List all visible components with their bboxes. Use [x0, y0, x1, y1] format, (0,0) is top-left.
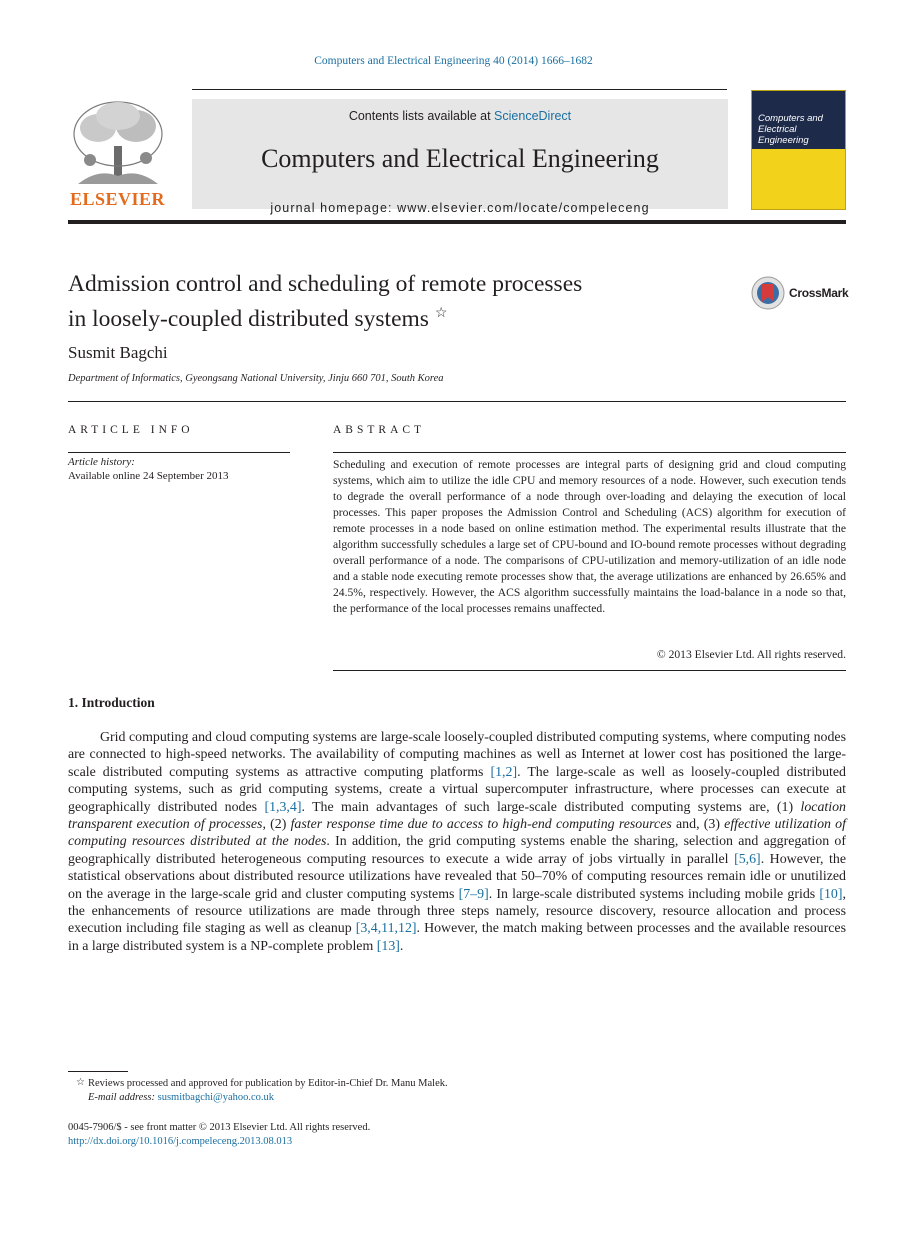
header-thick-rule	[68, 220, 846, 224]
article-history-label: Article history:	[68, 456, 135, 468]
contents-line	[192, 109, 728, 123]
crossmark-icon	[751, 276, 785, 310]
intro-text-5: and, (3)	[671, 817, 725, 833]
intro-text-4: , (2)	[262, 817, 291, 833]
elsevier-wordmark: ELSEVIER	[70, 189, 166, 209]
email-link[interactable]: susmitbagchi@yahoo.co.uk	[157, 1092, 275, 1103]
footnote-review-note: Reviews processed and approved for publication by Editor-in-Chief Dr. Manu Malek.	[88, 1078, 448, 1089]
article-info-rule	[68, 452, 290, 453]
journal-cover-thumbnail[interactable]	[751, 90, 846, 210]
title-block-rule	[68, 401, 846, 402]
contents-prefix: Contents lists available at	[348, 109, 495, 123]
abstract-heading: ABSTRACT	[333, 424, 426, 436]
intro-text-1: Grid computing and cloud computing systems are large-scale loosely-coupled distributed computing systems, where computing nodes are connected to high-speed networks. The availability of computing machines as well as Internet at lower cost has positioned the large-scale distributed computing systems as attractive computing platforms	[68, 730, 846, 780]
article-history-value: Available online 24 September 2013	[68, 470, 229, 482]
abstract-bottom-rule	[333, 670, 846, 671]
doi-link[interactable]: http://dx.doi.org/10.1016/j.compeleceng.2013.08.013	[68, 1136, 293, 1147]
article-info-heading: ARTICLE INFO	[68, 424, 194, 436]
author-affiliation: Department of Informatics, Gyeongsang National University, Jinju 660 701, South Korea	[68, 373, 444, 384]
title-footnote-mark[interactable]: ☆	[434, 306, 448, 321]
reference-link[interactable]: [5,6]	[734, 851, 761, 867]
reference-link[interactable]: [1,3,4]	[264, 799, 302, 815]
elsevier-tree-icon	[68, 98, 168, 190]
article-title-line-2: in loosely-coupled distributed systems	[68, 305, 429, 332]
reference-link[interactable]: [1,2]	[490, 764, 518, 780]
reference-link[interactable]: [13]	[376, 938, 400, 954]
intro-emphasis-2: faster response time due to access to high-end computing resources	[290, 817, 672, 833]
masthead	[68, 90, 846, 214]
intro-emphasis-3: effective utilization of computing resources distributed at the nodes	[68, 817, 846, 850]
footnote-mark: ☆	[76, 1077, 85, 1088]
footnote-email	[88, 1092, 274, 1103]
elsevier-logo[interactable]	[68, 98, 168, 210]
abstract-text: Scheduling and execution of remote processes are integral parts of designing grid and cloud computing systems, which aim to utilize the idle CPU and memory resources of a node. However, such execution tends to degrade the overall performance of a node through over-loading and delaying the execution of local processes. This paper proposes the Admission Control and Scheduling (ACS) algorithm for execution of remote processes in a node based on online estimation method. The experimental results illustrate that the algorithm successfully schedules a large set of CPU-bound and IO-bound remote processes without degrading overall performance of a node. The comparisons of CPU-utilization and memory-utilization of an idle node and a stable node executing remote processes show that, the average utilizations are enhanced by 26.65% and 24.5%, respectively. However, the ACS algorithm successfully maintains the load-balance in a node so that, the performance of the local processes remains unaffected.	[333, 458, 846, 615]
sciencedirect-link[interactable]: ScienceDirect	[494, 109, 572, 123]
crossmark-label: CrossMark	[789, 286, 849, 300]
article-title	[68, 270, 708, 334]
intro-text-8: . In large-scale distributed systems including mobile grids	[488, 886, 820, 902]
crossmark-badge[interactable]	[751, 276, 851, 312]
reference-link[interactable]: [10]	[819, 886, 843, 902]
abstract-rule	[333, 452, 846, 453]
journal-citation[interactable]: Computers and Electrical Engineering 40 (2014) 1666–1682	[314, 55, 593, 67]
reference-link[interactable]: [7–9]	[458, 886, 489, 902]
abstract-copyright: © 2013 Elsevier Ltd. All rights reserved.	[656, 648, 846, 661]
intro-emphasis-1: location transparent execution of processes	[68, 799, 846, 833]
intro-text-7: . However, the statistical observations about distributed resource utilizations have revealed that 50–70% of computing resources remain idle or unutilized on the average in the large-scale grid and cluster computing systems	[68, 851, 847, 902]
intro-text-11: .	[399, 938, 404, 954]
front-matter-line: 0045-7906/$ - see front matter © 2013 Elsevier Ltd. All rights reserved.	[68, 1122, 371, 1133]
introduction-paragraph	[68, 729, 846, 955]
email-label: E-mail address:	[88, 1092, 155, 1103]
journal-homepage[interactable]: journal homepage: www.elsevier.com/locate/compeleceng	[270, 201, 650, 215]
cover-title: Computers and Electrical Engineering	[758, 113, 823, 146]
journal-title: Computers and Electrical Engineering	[261, 144, 659, 173]
article-title-line-1: Admission control and scheduling of remote processes	[68, 271, 583, 297]
journal-banner	[192, 99, 728, 215]
intro-text-10: . However, the match making between processes and the available resources in a large distributed system is a NP-complete problem	[68, 921, 846, 954]
author-name[interactable]: Susmit Bagchi	[68, 343, 168, 362]
intro-text-9: , the enhancements of resource utilizations are made through three steps namely, resource discovery, resource allocation and process execution including file staging as well as cleanup	[68, 886, 846, 937]
intro-text-2: . The large-scale as well as loosely-coupled distributed computing systems, such as grid computing systems, create a virtual supercomputer infrastructure, where processes can execute at geographically distributed nodes	[68, 764, 846, 815]
intro-text-6: . In addition, the grid computing systems enable the sharing, selection and aggregation of geographically distributed heterogeneous computing resources to execute a wide array of jobs virtually in parallel	[68, 834, 846, 867]
section-heading-introduction: 1. Introduction	[68, 695, 155, 710]
footnote-rule	[68, 1071, 128, 1072]
intro-text-3: . The main advantages of such large-scale distributed computing systems are, (1)	[301, 799, 801, 815]
reference-link[interactable]: [3,4,11,12]	[355, 921, 417, 937]
